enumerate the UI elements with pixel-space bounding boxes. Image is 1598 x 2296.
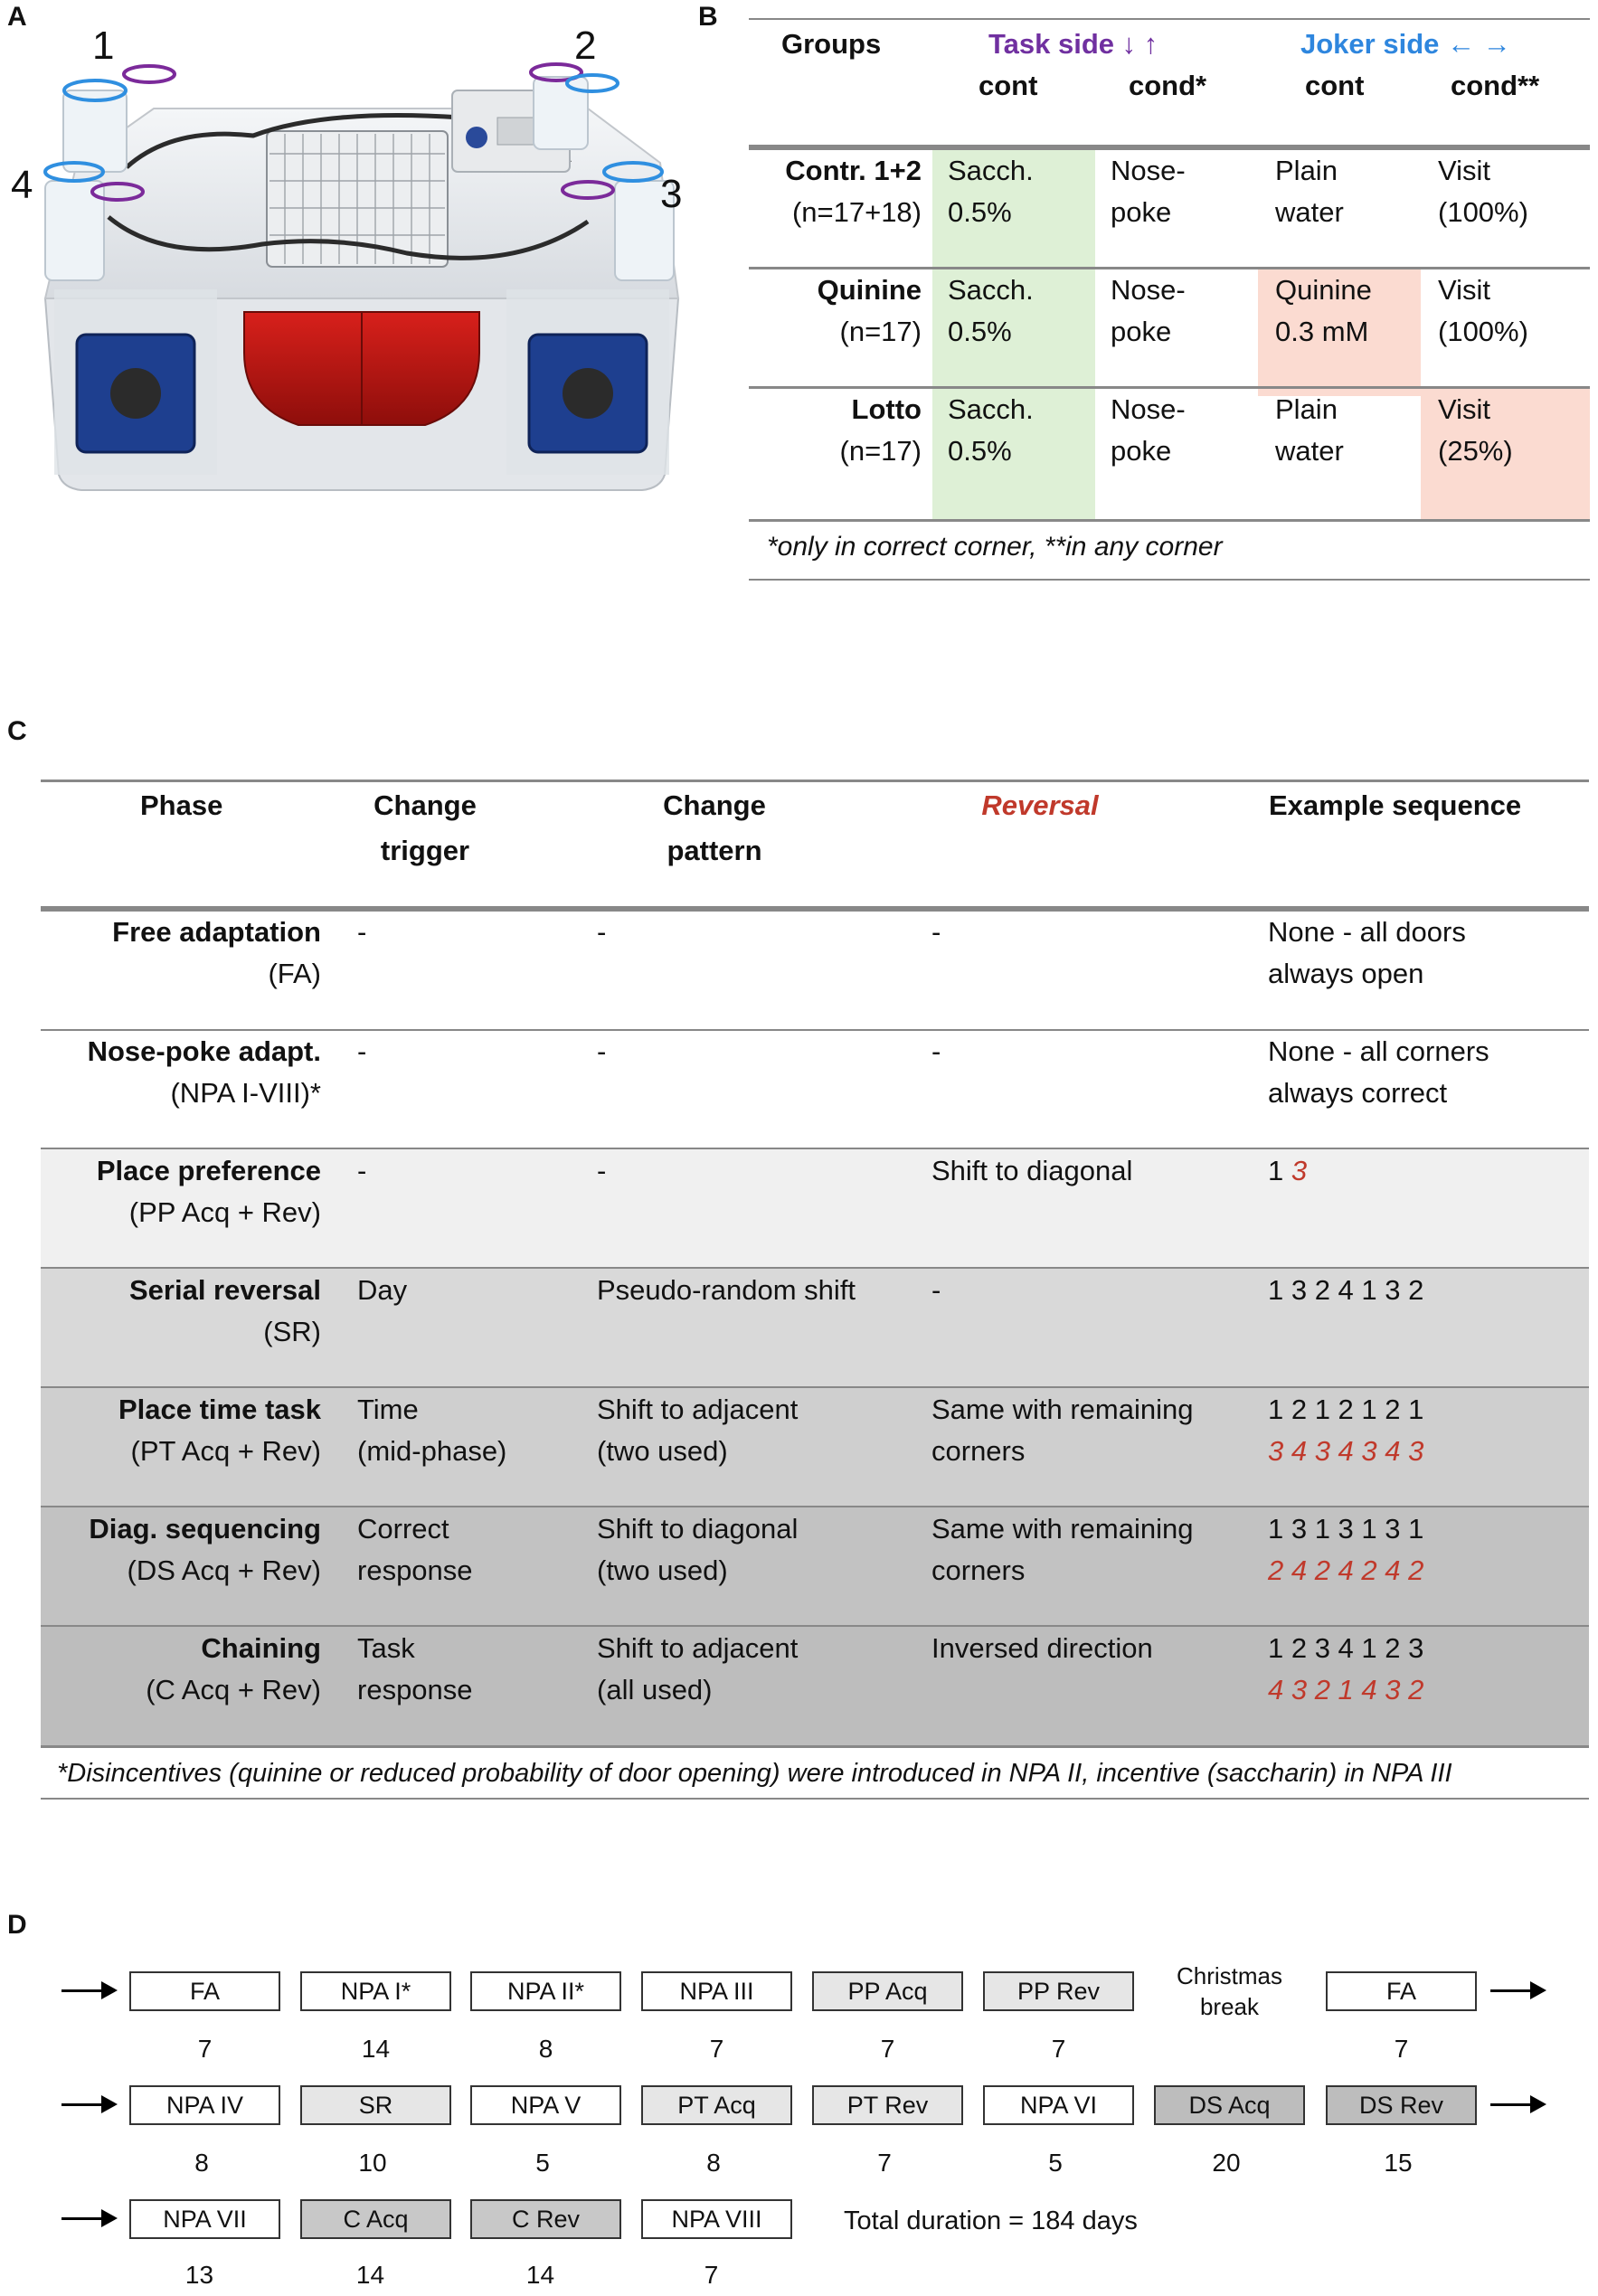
- phase-abbr: (FA): [268, 958, 321, 989]
- phase-box: NPA V: [470, 2085, 621, 2125]
- panel-letter-d: D: [7, 1910, 27, 1940]
- cell: Sacch.: [948, 274, 1034, 306]
- cell: poke: [1111, 435, 1172, 467]
- phase-name: Place time task: [118, 1394, 321, 1425]
- cell: Plain: [1275, 155, 1338, 186]
- cell: -: [597, 1035, 607, 1067]
- corner-label-2: 2: [574, 24, 597, 68]
- phase-box: FA: [1326, 1971, 1477, 2011]
- phase-name: Serial reversal: [128, 1274, 321, 1306]
- phase-days: 15: [1384, 2149, 1413, 2177]
- phase-name: Free adaptation: [112, 916, 321, 948]
- cell: Sacch.: [948, 155, 1034, 186]
- phase-name: Diag. sequencing: [89, 1513, 321, 1545]
- panel-letter-a: A: [7, 2, 27, 32]
- cell: -: [597, 916, 607, 948]
- corner-label-4: 4: [11, 163, 33, 207]
- cell: None - all corners: [1268, 1035, 1489, 1067]
- cell: (25%): [1438, 435, 1513, 467]
- cell: Plain: [1275, 393, 1338, 425]
- group-name: Quinine: [817, 274, 922, 306]
- cell: -: [931, 1035, 941, 1067]
- phase-days: 5: [1048, 2149, 1063, 2177]
- cell: -: [931, 916, 941, 948]
- cell: Day: [357, 1274, 408, 1306]
- phase-box: PT Rev: [812, 2085, 963, 2125]
- phase-box: NPA VI: [983, 2085, 1134, 2125]
- phase-abbr: (NPA I-VIII)*: [170, 1077, 321, 1109]
- cell: Visit: [1438, 393, 1491, 425]
- phase-box: PP Acq: [812, 1971, 963, 2011]
- header-trigger-1: Change: [373, 789, 477, 821]
- table-rule: [41, 1506, 1589, 1507]
- phase-box: NPA II*: [470, 1971, 621, 2011]
- arrow-icon: [61, 2217, 114, 2220]
- phase-box: DS Rev: [1326, 2085, 1477, 2125]
- phase-days: 8: [706, 2149, 721, 2177]
- cell: always open: [1268, 958, 1424, 989]
- cell: Same with remaining: [931, 1513, 1194, 1545]
- phase-days: 7: [1394, 2035, 1409, 2063]
- phase-box: NPA III: [641, 1971, 792, 2011]
- cell: always correct: [1268, 1077, 1448, 1109]
- cell: -: [597, 1155, 607, 1186]
- cell: 1 2 3 4 1 2 3: [1268, 1632, 1424, 1664]
- cell: Nose-: [1111, 274, 1186, 306]
- cell: water: [1275, 196, 1344, 228]
- cell: None - all doors: [1268, 916, 1466, 948]
- cell: Same with remaining: [931, 1394, 1194, 1425]
- phase-box: C Rev: [470, 2199, 621, 2239]
- phase-box: SR: [300, 2085, 451, 2125]
- header-example-sequence: Example sequence: [1269, 789, 1522, 821]
- cell: Shift to adjacent: [597, 1394, 799, 1425]
- cell: -: [931, 1274, 941, 1306]
- group-n: (n=17): [839, 435, 922, 467]
- phase-days: 7: [1051, 2035, 1066, 2063]
- table-rule: [749, 18, 1590, 20]
- header-pattern-2: pattern: [667, 835, 762, 866]
- christmas-break: [1154, 1961, 1305, 2022]
- cell: Time: [357, 1394, 419, 1425]
- intellicage-illustration: [11, 24, 696, 534]
- break-label: Christmas: [1176, 1962, 1282, 1989]
- cell: -: [357, 1035, 367, 1067]
- header-cont-1: cont: [979, 70, 1038, 101]
- corner-label-3: 3: [660, 172, 683, 216]
- sequence-part: 1: [1268, 1155, 1284, 1186]
- phase-days: 8: [194, 2149, 209, 2177]
- cell: Inversed direction: [931, 1632, 1153, 1664]
- phase-days: 10: [358, 2149, 387, 2177]
- header-cont-2: cont: [1305, 70, 1365, 101]
- phase-box: NPA VII: [129, 2199, 280, 2239]
- phase-days: 7: [880, 2035, 895, 2063]
- phase-box: PP Rev: [983, 1971, 1134, 2011]
- header-joker-side: Joker side ← →: [1300, 28, 1511, 60]
- cell: Task: [357, 1632, 415, 1664]
- group-name: Contr. 1+2: [785, 155, 922, 186]
- cell: Shift to diagonal: [931, 1155, 1133, 1186]
- cell: (two used): [597, 1554, 728, 1586]
- header-groups: Groups: [781, 28, 882, 60]
- cell: corners: [931, 1435, 1026, 1467]
- phase-days: 13: [184, 2261, 214, 2289]
- phase-name: Chaining: [201, 1632, 321, 1664]
- corner-label-1: 1: [92, 24, 115, 68]
- cell: Visit: [1438, 274, 1491, 306]
- table-rule: [41, 1386, 1589, 1388]
- phase-box: NPA I*: [300, 1971, 451, 2011]
- cell: Correct: [357, 1513, 449, 1545]
- cell: (two used): [597, 1435, 728, 1467]
- cell: poke: [1111, 316, 1172, 347]
- phase-days: 7: [877, 2149, 892, 2177]
- header-phase: Phase: [140, 789, 223, 821]
- cell: Pseudo-random shift: [597, 1274, 856, 1306]
- cell: (all used): [597, 1674, 713, 1705]
- phase-abbr: (C Acq + Rev): [146, 1674, 321, 1705]
- table-footnote: *Disincentives (quinine or reduced probability of door opening) were introduced in NPA II, incentive (saccharin) in NPA III: [57, 1759, 1452, 1788]
- table-footnote: *only in correct corner, **in any corner: [767, 532, 1223, 562]
- table-rule: [41, 1267, 1589, 1269]
- arrow-icon: [1490, 1989, 1543, 1992]
- header-trigger-2: trigger: [380, 835, 470, 866]
- phase-abbr: (SR): [263, 1316, 321, 1347]
- table-rule: [41, 1148, 1589, 1149]
- table-rule: [41, 1625, 1589, 1627]
- table-rule: [749, 519, 1590, 522]
- phase-box: NPA IV: [129, 2085, 280, 2125]
- cell: Shift to diagonal: [597, 1513, 799, 1545]
- timeline: [0, 1899, 1598, 2296]
- table-rule: [41, 1745, 1589, 1748]
- cell: response: [357, 1674, 473, 1705]
- cell: poke: [1111, 196, 1172, 228]
- cell: 1 3 1 3 1 3 1: [1268, 1513, 1424, 1545]
- header-reversal: Reversal: [981, 789, 1099, 821]
- table-rule: [41, 1798, 1589, 1800]
- phase-box: DS Acq: [1154, 2085, 1305, 2125]
- phase-days: 7: [704, 2261, 719, 2289]
- cell: 0.5%: [948, 316, 1012, 347]
- header-pattern-1: Change: [663, 789, 766, 821]
- phase-name: Nose-poke adapt.: [87, 1035, 321, 1067]
- cell: water: [1275, 435, 1344, 467]
- cell: Nose-: [1111, 393, 1186, 425]
- sequence-reversal-part: 3: [1291, 1155, 1308, 1186]
- total-duration: Total duration = 184 days: [844, 2206, 1138, 2235]
- sequence-reversal: 2 4 2 4 2 4 2: [1268, 1554, 1424, 1586]
- header-task-side: Task side ↓ ↑: [988, 28, 1158, 60]
- cell: Sacch.: [948, 393, 1034, 425]
- cell: 0.5%: [948, 196, 1012, 228]
- panel-letter-b: B: [698, 2, 718, 32]
- sequence-reversal: 4 3 2 1 4 3 2: [1268, 1674, 1424, 1705]
- cage-drawing: [27, 27, 696, 534]
- cell: 1 3 2 4 1 3 2: [1268, 1274, 1424, 1306]
- cell: -: [357, 916, 367, 948]
- phase-box: FA: [129, 1971, 280, 2011]
- cell: Quinine: [1275, 274, 1372, 306]
- arrow-icon: [1490, 2103, 1543, 2106]
- table-rule: [41, 780, 1589, 782]
- arrow-icon: [61, 1989, 114, 1992]
- cell: (100%): [1438, 316, 1528, 347]
- phase-days: 7: [197, 2035, 213, 2063]
- phase-name: Place preference: [96, 1155, 321, 1186]
- phase-days: 7: [709, 2035, 724, 2063]
- cell: (mid-phase): [357, 1435, 507, 1467]
- phase-abbr: (PT Acq + Rev): [130, 1435, 321, 1467]
- cell: Shift to adjacent: [597, 1632, 799, 1664]
- arrow-icon: [61, 2103, 114, 2106]
- cell: corners: [931, 1554, 1026, 1586]
- phase-days: 14: [525, 2261, 555, 2289]
- group-n: (n=17): [839, 316, 922, 347]
- phase-box: PT Acq: [641, 2085, 792, 2125]
- phase-box: NPA VIII: [641, 2199, 792, 2239]
- sequence: [1268, 1150, 1307, 1192]
- status-led: [466, 127, 487, 148]
- phase-days: 20: [1212, 2149, 1241, 2177]
- sequence-reversal: 3 4 3 4 3 4 3: [1268, 1435, 1424, 1467]
- cell: response: [357, 1554, 473, 1586]
- phase-days: 5: [535, 2149, 550, 2177]
- phase-days: 8: [538, 2035, 553, 2063]
- panel-letter-c: C: [7, 716, 27, 746]
- phase-abbr: (PP Acq + Rev): [128, 1196, 321, 1228]
- phase-days: 14: [361, 2035, 391, 2063]
- break-label: break: [1199, 1993, 1260, 2020]
- phase-days: 14: [355, 2261, 385, 2289]
- header-cond-2: cond**: [1451, 70, 1540, 101]
- cell: -: [357, 1155, 367, 1186]
- phase-abbr: (DS Acq + Rev): [127, 1554, 321, 1586]
- cell: Visit: [1438, 155, 1491, 186]
- header-cond-1: cond*: [1129, 70, 1207, 101]
- cell: Nose-: [1111, 155, 1186, 186]
- group-name: Lotto: [851, 393, 922, 425]
- cell: 0.3 mM: [1275, 316, 1369, 347]
- cell: (100%): [1438, 196, 1528, 228]
- group-n: (n=17+18): [791, 196, 922, 228]
- cell: 0.5%: [948, 435, 1012, 467]
- phase-box: C Acq: [300, 2199, 451, 2239]
- cell: 1 2 1 2 1 2 1: [1268, 1394, 1424, 1425]
- table-rule: [749, 579, 1590, 581]
